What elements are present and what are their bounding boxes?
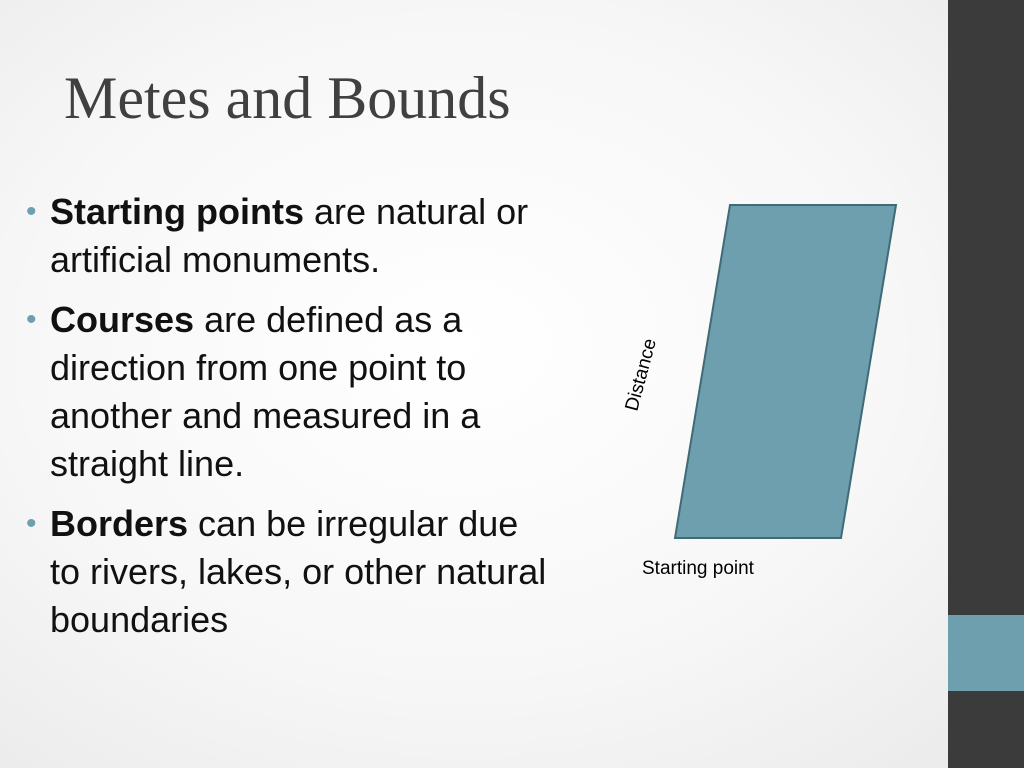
bullet-starting-points <box>26 188 556 284</box>
bullet-borders <box>26 500 556 644</box>
bullet-dot-icon: • <box>26 507 37 540</box>
bullet-text: are defined as a direction from one point to another and measured in a straight line. <box>50 299 481 484</box>
bullet-courses <box>26 296 556 488</box>
bullet-term: Starting points <box>50 191 304 232</box>
bullet-text: are natural or artificial monuments. <box>50 191 529 280</box>
bullet-term: Courses <box>50 299 195 340</box>
bullet-term: Borders <box>50 503 189 544</box>
bullet-list <box>26 188 556 656</box>
parcel-parallelogram <box>675 205 896 538</box>
bullet-dot-icon: • <box>26 303 37 336</box>
distance-label: Distance <box>621 336 661 414</box>
bullet-dot-icon: • <box>26 195 37 228</box>
bullet-text: can be irregular due to rivers, lakes, or other natural boundaries <box>50 503 547 640</box>
metes-bounds-diagram <box>600 190 920 590</box>
starting-point-label: Starting point <box>642 558 754 579</box>
sidebar-accent-block <box>948 615 1024 691</box>
slide-title: Metes and Bounds <box>64 65 511 131</box>
